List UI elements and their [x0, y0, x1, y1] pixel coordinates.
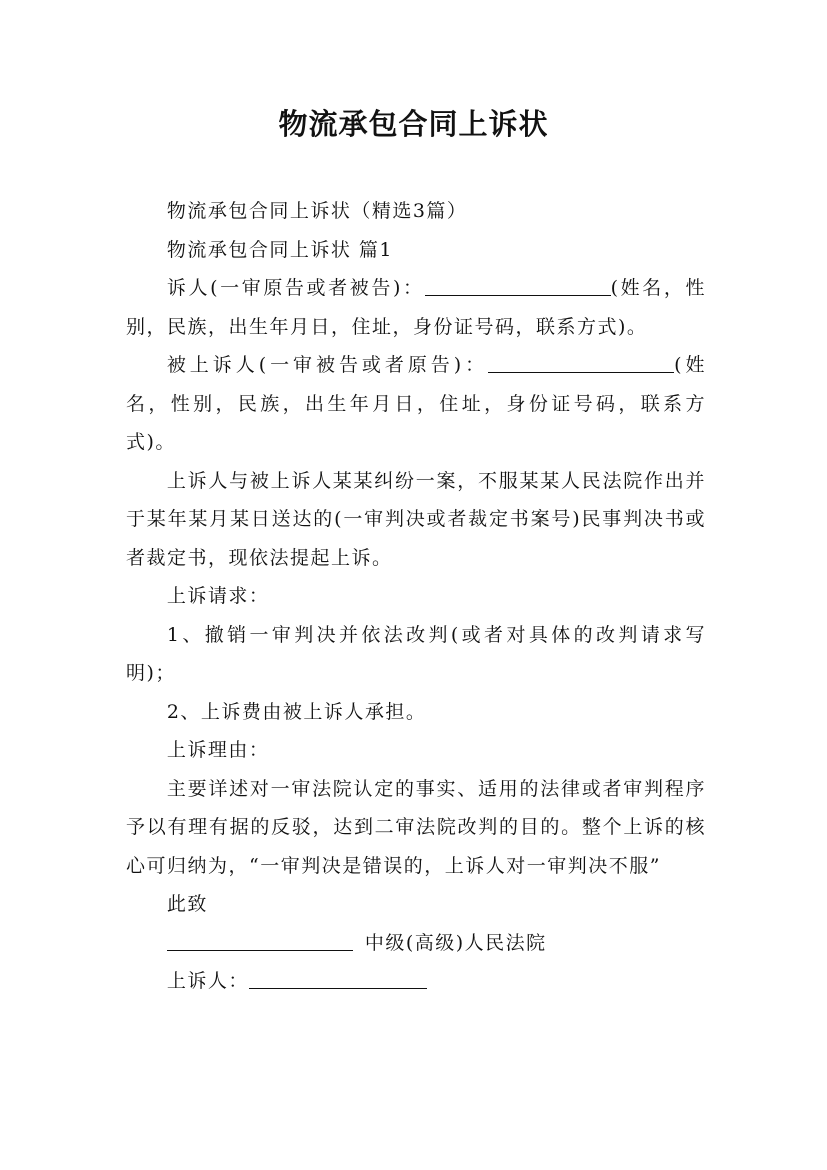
requests-heading: 上诉请求： [166, 585, 270, 607]
section-title: 物流承包合同上诉状 篇1 [166, 238, 393, 261]
case-paragraph: 上诉人与被上诉人某某纠纷一案，不服某某人民法院作出并于某年某月某日送达的(一审判决或者裁定书案号)民事判决书或者裁定书，现依法提起上诉。 [126, 469, 706, 569]
document-body [126, 192, 706, 1001]
signature-line [126, 962, 706, 1001]
court-line [126, 924, 706, 963]
signature-blank [249, 969, 427, 989]
appellant-paragraph [126, 269, 706, 346]
document-title: 物流承包合同上诉状 [278, 107, 549, 141]
court-suffix: 中级(高级)人民法院 [364, 931, 547, 954]
appellant-suffix: (姓名，性别，民族，出生年月日，住址，身份证号码，联系方式)。 [126, 277, 707, 338]
appellant-blank [425, 276, 611, 296]
salutation: 此致 [166, 893, 208, 915]
reasons-paragraph: 主要详述对一审法院认定的事实、适用的法律或者审判程序予以有理有据的反驳，达到二审法院改判的目的。整个上诉的核心可归纳为，“一审判决是错误的，上诉人对一审判决不服” [126, 777, 706, 877]
request-2: 2、上诉费由被上诉人承担。 [166, 700, 427, 723]
request-1: 1、撤销一审判决并依法改判(或者对具体的改判请求写明)； [126, 623, 706, 684]
appellant-prefix: 诉人(一审原告或者被告)： [166, 277, 425, 299]
reasons-heading: 上诉理由： [166, 739, 270, 761]
court-blank [167, 931, 353, 951]
signature-label: 上诉人： [166, 970, 249, 992]
appellee-suffix: (姓名，性别，民族，出生年月日，住址，身份证号码，联系方式)。 [126, 354, 707, 453]
appellee-blank [488, 353, 674, 373]
appellee-prefix: 被上诉人(一审被告或者原告)： [166, 354, 489, 376]
appellee-paragraph [126, 346, 706, 462]
heading-line: 物流承包合同上诉状（精选3篇） [166, 200, 468, 222]
